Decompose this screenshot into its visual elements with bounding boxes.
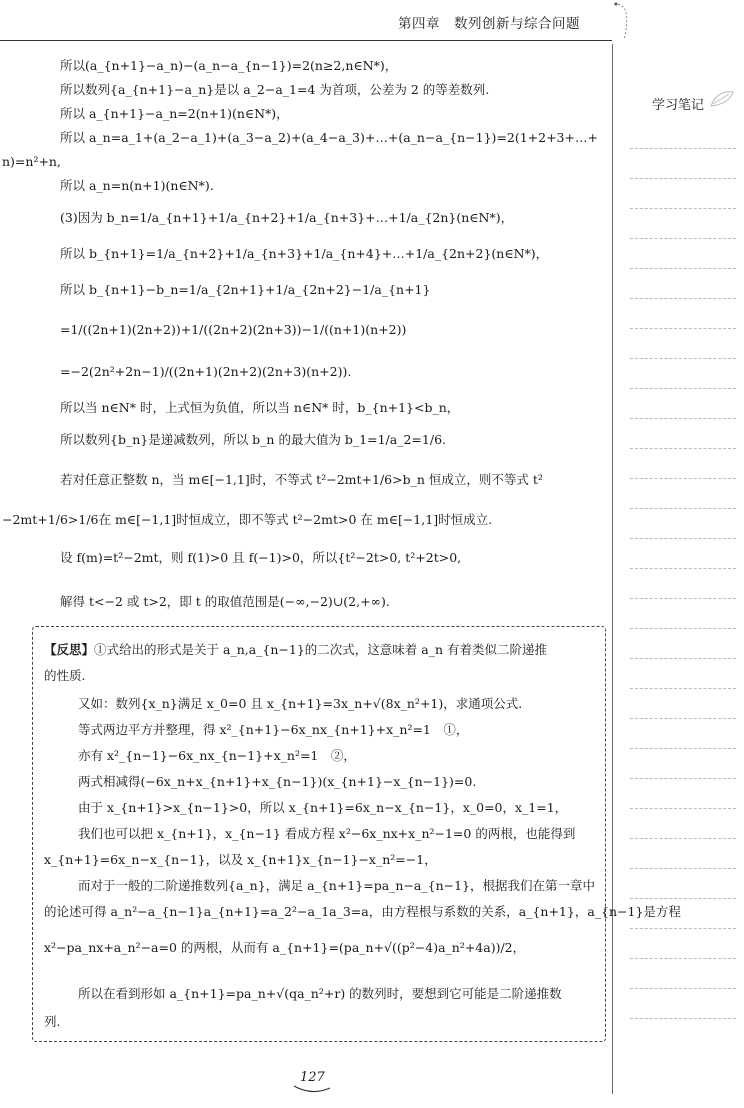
note-line: [630, 268, 736, 269]
reflection-line: 所以在看到形如 a_{n+1}=pa_n+√(qa_n²+r) 的数列时，要想到它可能是二阶递推数: [78, 986, 562, 1001]
note-line: [630, 358, 736, 359]
reflection-line: 等式两边平方并整理，得 x²_{n+1}−6x_nx_{n+1}+x_n²=1 ①，: [78, 722, 469, 737]
text-line: 所以数列{a_{n+1}−a_n}是以 a_2−a_1=4 为首项，公差为 2 的等差数列.: [60, 82, 490, 97]
reflection-line: 亦有 x²_{n−1}−6x_nx_{n−1}+x_n²=1 ②，: [78, 748, 356, 763]
note-line: [630, 988, 736, 989]
text-line: 所以 b_{n+1}−b_n=1/a_{2n+1}+1/a_{2n+2}−1/a_{n+1}: [60, 282, 431, 297]
note-line: [630, 958, 736, 959]
note-line: [630, 748, 736, 749]
text-line: 所以当 n∈N* 时，上式恒为负值，所以当 n∈N* 时，b_{n+1}<b_n，: [60, 400, 460, 415]
text-line: −2mt+1/6>1/6在 m∈[−1,1]时恒成立，即不等式 t²−2mt>0 在 m∈[−1,1]时恒成立.: [2, 512, 493, 527]
note-line: [630, 238, 736, 239]
note-line: [630, 928, 736, 929]
header-rule: [0, 40, 612, 41]
text-line: (3)因为 b_n=1/a_{n+1}+1/a_{n+2}+1/a_{n+3}+…+1/a_{2n}(n∈N*)，: [60, 210, 514, 225]
note-line: [630, 568, 736, 569]
reflection-line: 由于 x_{n+1}>x_{n−1}>0，所以 x_{n+1}=6x_n−x_{n−1}，x_0=0，x_1=1，: [78, 800, 568, 815]
note-line: [630, 448, 736, 449]
page-number: 127: [300, 1070, 325, 1085]
reflection-line: x²−pa_nx+a_n²−a=0 的两根，从而有 a_{n+1}=(pa_n+√((p²−4)a_n²+4a))/2，: [44, 940, 526, 955]
text-line: 解得 t<−2 或 t>2，即 t 的取值范围是(−∞,−2)∪(2,+∞).: [60, 594, 390, 609]
text-line: 所以 a_{n+1}−a_n=2(n+1)(n∈N*)，: [60, 106, 289, 121]
text-line: 设 f(m)=t²−2mt，则 f(1)>0 且 f(−1)>0，所以{t²−2t>0, t²+2t>0,: [60, 550, 462, 565]
note-line: [630, 148, 736, 149]
note-line: [630, 538, 736, 539]
note-line: [630, 868, 736, 869]
text-line: 所以 a_n=a_1+(a_2−a_1)+(a_3−a_2)+(a_4−a_3)+…+(a_n−a_{n−1})=2(1+2+3+…+: [60, 130, 598, 145]
reflection-line: 的性质.: [44, 668, 86, 683]
note-line: [630, 838, 736, 839]
reflection-tag: 【反思】: [44, 642, 95, 657]
note-line: [630, 628, 736, 629]
note-line: [630, 208, 736, 209]
text-line: 所以(a_{n+1}−a_n)−(a_n−a_{n−1})=2(n≥2,n∈N*)，: [60, 58, 398, 73]
note-line: [630, 808, 736, 809]
reflection-line: 而对于一般的二阶递推数列{a_n}，满足 a_{n+1}=pa_n−a_{n−1}，根据我们在第一章中: [78, 878, 596, 893]
page-swoosh-icon: [292, 1082, 332, 1096]
note-line: [630, 718, 736, 719]
reflection-line: 又如：数列{x_n}满足 x_0=0 且 x_{n+1}=3x_n+√(8x_n²+1)，求通项公式.: [78, 696, 523, 711]
text-line: =1/((2n+1)(2n+2))+1/((2n+2)(2n+3))−1/((n+1)(n+2)): [60, 322, 407, 337]
note-line: [630, 598, 736, 599]
reflection-line: 【反思】①式给出的形式是关于 a_n,a_{n−1}的二次式，这意味着 a_n 有着类似二阶递推: [44, 642, 548, 657]
note-line: [630, 898, 736, 899]
reflection-line: 我们也可以把 x_{n+1}，x_{n−1} 看成方程 x²−6x_nx+x_n²−1=0 的两根，也能得到: [78, 826, 576, 841]
text-line: 所以 b_{n+1}=1/a_{n+2}+1/a_{n+3}+1/a_{n+4}+…+1/a_{2n+2}(n∈N*)，: [60, 246, 549, 261]
note-line: [630, 328, 736, 329]
reflection-line: 列.: [44, 1014, 61, 1029]
text-line: n)=n²+n,: [2, 154, 61, 169]
note-line: [630, 658, 736, 659]
note-line: [630, 298, 736, 299]
note-line: [630, 688, 736, 689]
reflection-line: 两式相减得(−6x_n+x_{n+1}+x_{n−1})(x_{n+1}−x_{n−1})=0.: [78, 774, 477, 789]
reflection-line: 的论述可得 a_n²−a_{n−1}a_{n+1}=a_2²−a_1a_3=a，由方程根与系数的关系，a_{n+1}，a_{n−1}是方程: [44, 904, 681, 919]
notes-label: 学习笔记: [652, 98, 705, 113]
text-line: 若对任意正整数 n，当 m∈[−1,1]时，不等式 t²−2mt+1/6>b_n 恒成立，则不等式 t²: [60, 472, 543, 487]
note-line: [630, 418, 736, 419]
text-line: 所以 a_n=n(n+1)(n∈N*).: [60, 178, 214, 193]
header-ornament-icon: [612, 2, 634, 42]
note-line: [630, 388, 736, 389]
leaf-icon: [707, 88, 737, 110]
note-line: [630, 178, 736, 179]
reflection-line: x_{n+1}=6x_n−x_{n−1}，以及 x_{n+1}x_{n−1}−x_n²=−1，: [44, 852, 437, 867]
note-line: [630, 508, 736, 509]
note-line: [630, 478, 736, 479]
page-header: [0, 0, 744, 44]
chapter-title: 第四章 数列创新与综合问题: [398, 16, 580, 32]
note-line: [630, 1018, 736, 1019]
text-line: 所以数列{b_n}是递减数列，所以 b_n 的最大值为 b_1=1/a_2=1/6.: [60, 432, 446, 447]
text-line: =−2(2n²+2n−1)/((2n+1)(2n+2)(2n+3)(n+2)).: [60, 364, 352, 379]
notes-sidebar: [612, 44, 744, 1094]
note-line: [630, 778, 736, 779]
